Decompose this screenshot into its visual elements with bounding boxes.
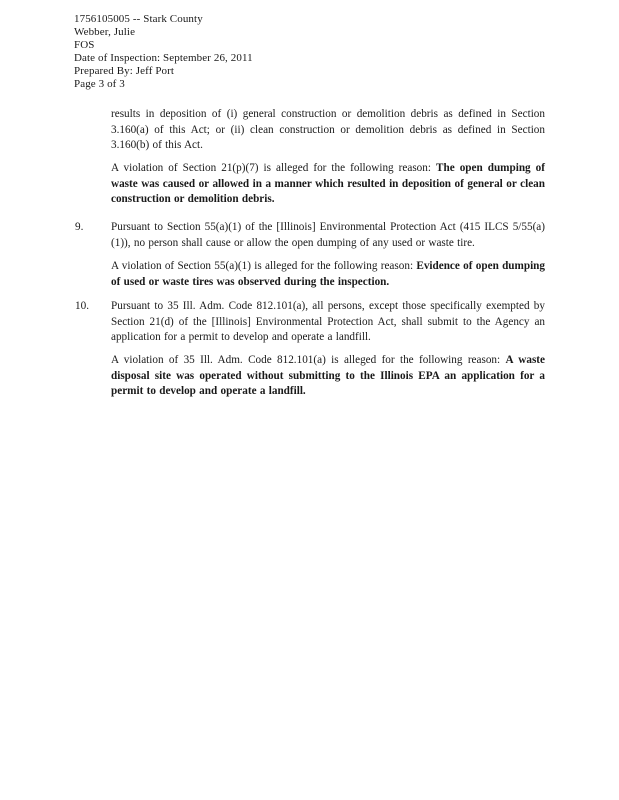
violation-21p7-lead: A violation of Section 21(p)(7) is alleged for the following reason:: [111, 162, 437, 174]
header-name: Webber, Julie: [74, 26, 136, 38]
header-site-id: 1756105005 -- Stark County: [74, 13, 203, 25]
header-fos: FOS: [74, 39, 95, 51]
item-10-violation-lead: A violation of 35 Ill. Adm. Code 812.101(a) is alleged for the following reason:: [111, 354, 506, 366]
item-10-paragraph: [111, 299, 545, 346]
item-10-violation-reason: A waste disposal site was operated without submitting to the Illinois EPA an application for a permit to develop and operate a landfill.: [111, 354, 545, 397]
item-9-paragraph: [111, 220, 545, 251]
violation-21p7-reason: The open dumping of waste was caused or allowed in a manner which resulted in deposition of general or clean construction or demolition debris.: [111, 162, 545, 205]
item-9-text: Pursuant to Section 55(a)(1) of the [Illinois] Environmental Protection Act (415 ILCS 5/55(a)(1)), no person shall cause or allow the open dumping of any used or waste tire.: [111, 221, 545, 249]
header-page-number: Page 3 of 3: [74, 78, 125, 90]
violation-21p7-paragraph: [111, 161, 545, 208]
continuation-paragraph: [111, 107, 545, 154]
item-9-violation-paragraph: [111, 259, 545, 290]
header-prepared-by: Prepared By: Jeff Port: [74, 65, 175, 77]
item-10-number: 10.: [75, 300, 89, 312]
item-9-violation-reason: Evidence of open dumping of used or waste tires was observed during the inspection.: [111, 260, 545, 288]
item-9-violation-lead: A violation of Section 55(a)(1) is alleged for the following reason:: [111, 260, 417, 272]
item-9-number: 9.: [75, 221, 84, 233]
header-inspection-date: Date of Inspection: September 26, 2011: [74, 52, 253, 64]
item-10-violation-paragraph: [111, 353, 545, 400]
continuation-text: results in deposition of (i) general construction or demolition debris as defined in Section 3.160(a) of this Act; or (ii) clean construction or demolition debris as defined in Section 3.160(b) of this Act.: [111, 108, 545, 151]
document-header: [74, 13, 253, 91]
item-10-text: Pursuant to 35 Ill. Adm. Code 812.101(a), all persons, except those specifically exempted by Section 21(d) of the [Illinois] Environmental Protection Act, shall submit to the Agency an application for a permit to develop and operate a landfill.: [111, 300, 545, 343]
